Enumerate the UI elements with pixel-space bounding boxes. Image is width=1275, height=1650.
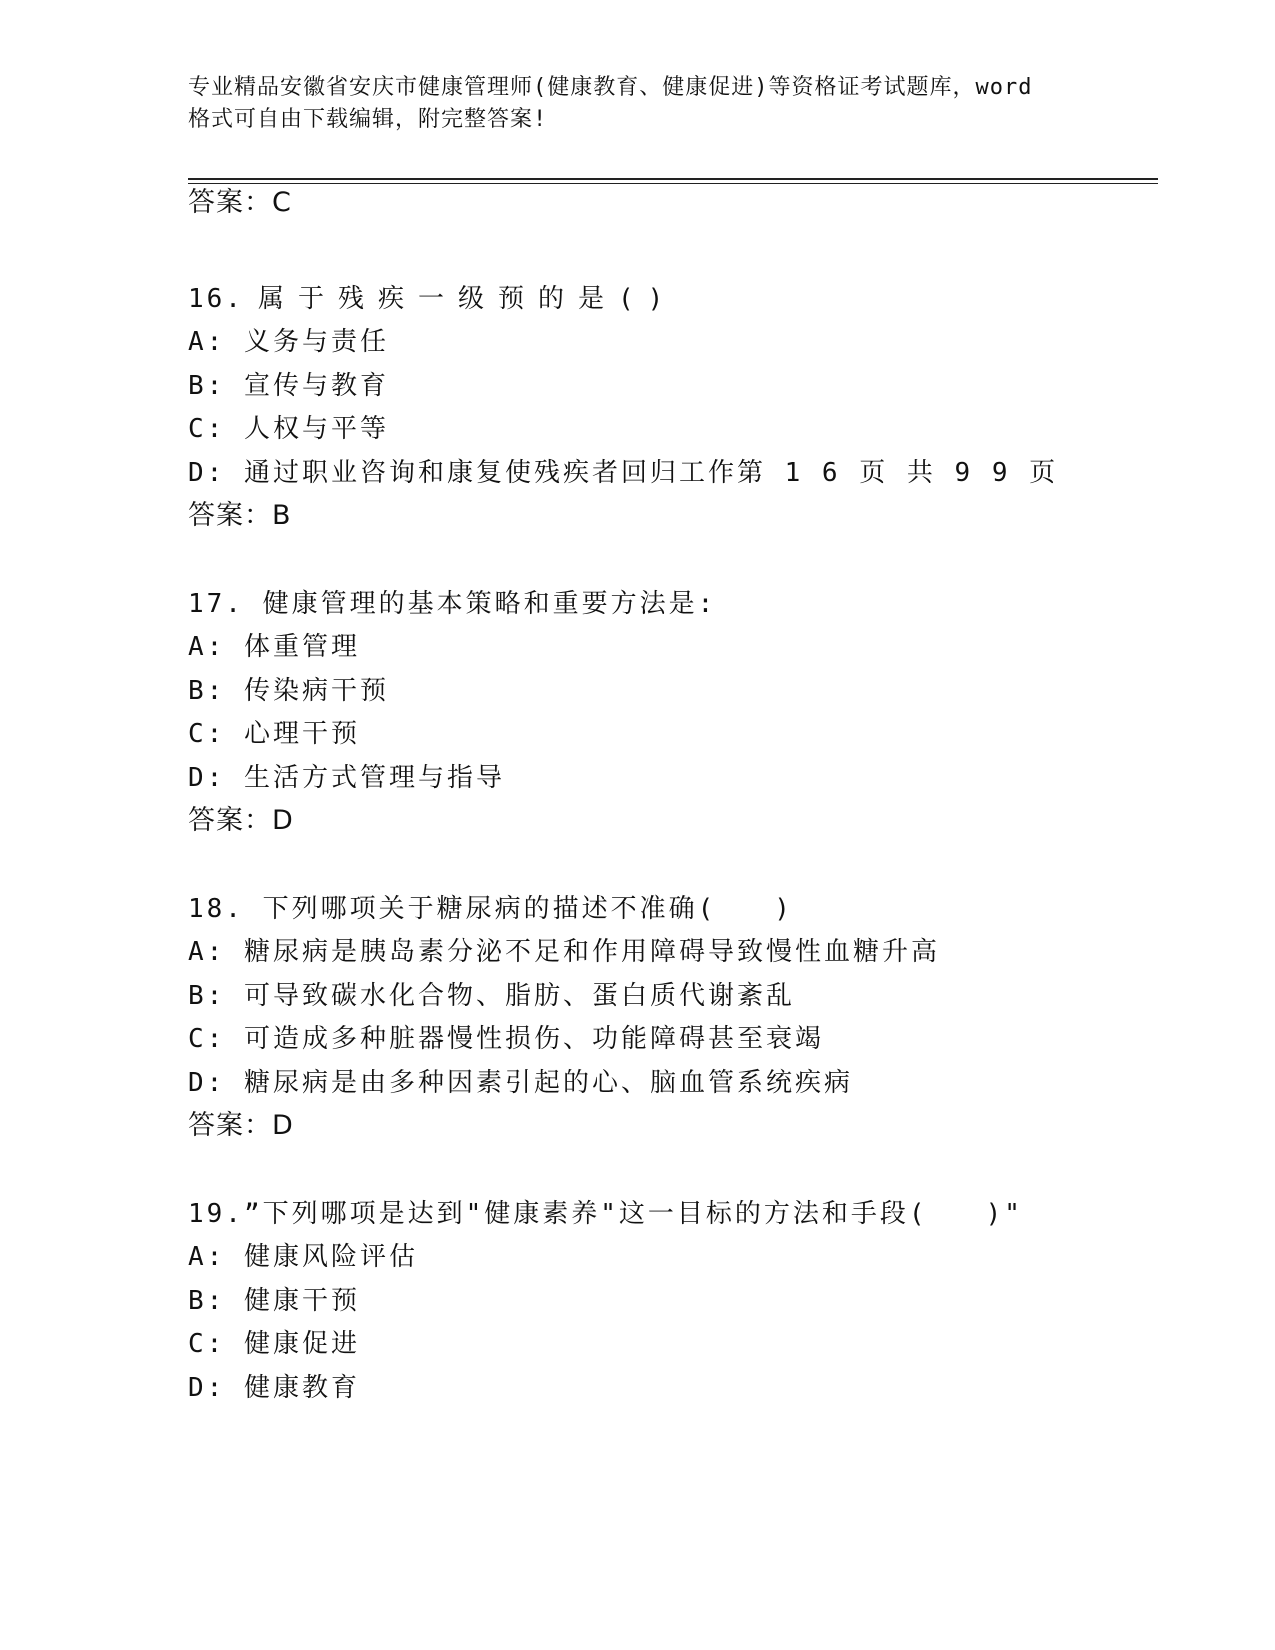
question-stem: ”下列哪项是达到"健康素养"这一目标的方法和手段( )" [243,1199,1023,1229]
option-d: D: 生活方式管理与指导 [188,763,505,793]
question-number: 19. [188,1199,244,1229]
option-b: B: 传染病干预 [188,676,389,706]
option-a: A: 义务与责任 [188,327,389,357]
option-b: B: 健康干预 [188,1286,360,1316]
option-b: B: 可导致碳水化合物、脂肪、蛋白质代谢紊乱 [188,981,795,1011]
option-a: A: 糖尿病是胰岛素分泌不足和作用障碍导致慢性血糖升高 [188,937,940,967]
option-c: C: 可造成多种脏器慢性损伤、功能障碍甚至衰竭 [188,1024,824,1054]
header-divider-thin [188,183,1158,184]
answer-16: 答案：B [188,500,292,531]
option-d: D: 通过职业咨询和康复使残疾者回归工作第 1 6 页 共 9 9 页 [188,458,1059,488]
question-18 [188,892,793,926]
question-number: 17. [188,589,244,619]
header-line-1: 专业精品安徽省安庆市健康管理师(健康教育、健康促进)等资格证考试题库，word [188,75,1033,100]
option-a: A: 体重管理 [188,632,360,662]
option-d: D: 糖尿病是由多种因素引起的心、脑血管系统疾病 [188,1068,853,1098]
document-header [188,72,1088,136]
question-16 [188,282,677,316]
previous-answer: 答案：C [188,187,292,218]
question-number: 16. [188,284,244,314]
option-c: C: 人权与平等 [188,414,389,444]
question-number: 18. [188,894,244,924]
option-a: A: 健康风险评估 [188,1242,418,1272]
answer-18: 答案：D [188,1110,294,1141]
question-stem: 下列哪项关于糖尿病的描述不准确( ) [262,894,793,924]
header-line-2: 格式可自由下载编辑，附完整答案! [188,107,548,132]
answer-17: 答案：D [188,805,294,836]
question-stem: 属于残疾一级预的是() [257,284,678,314]
option-c: C: 心理干预 [188,719,360,749]
option-b: B: 宣传与教育 [188,371,389,401]
option-d: D: 健康教育 [188,1373,360,1403]
question-17 [188,587,716,621]
question-19 [188,1197,1023,1231]
option-c: C: 健康促进 [188,1329,360,1359]
question-stem: 健康管理的基本策略和重要方法是: [262,589,717,619]
header-divider [188,178,1158,180]
